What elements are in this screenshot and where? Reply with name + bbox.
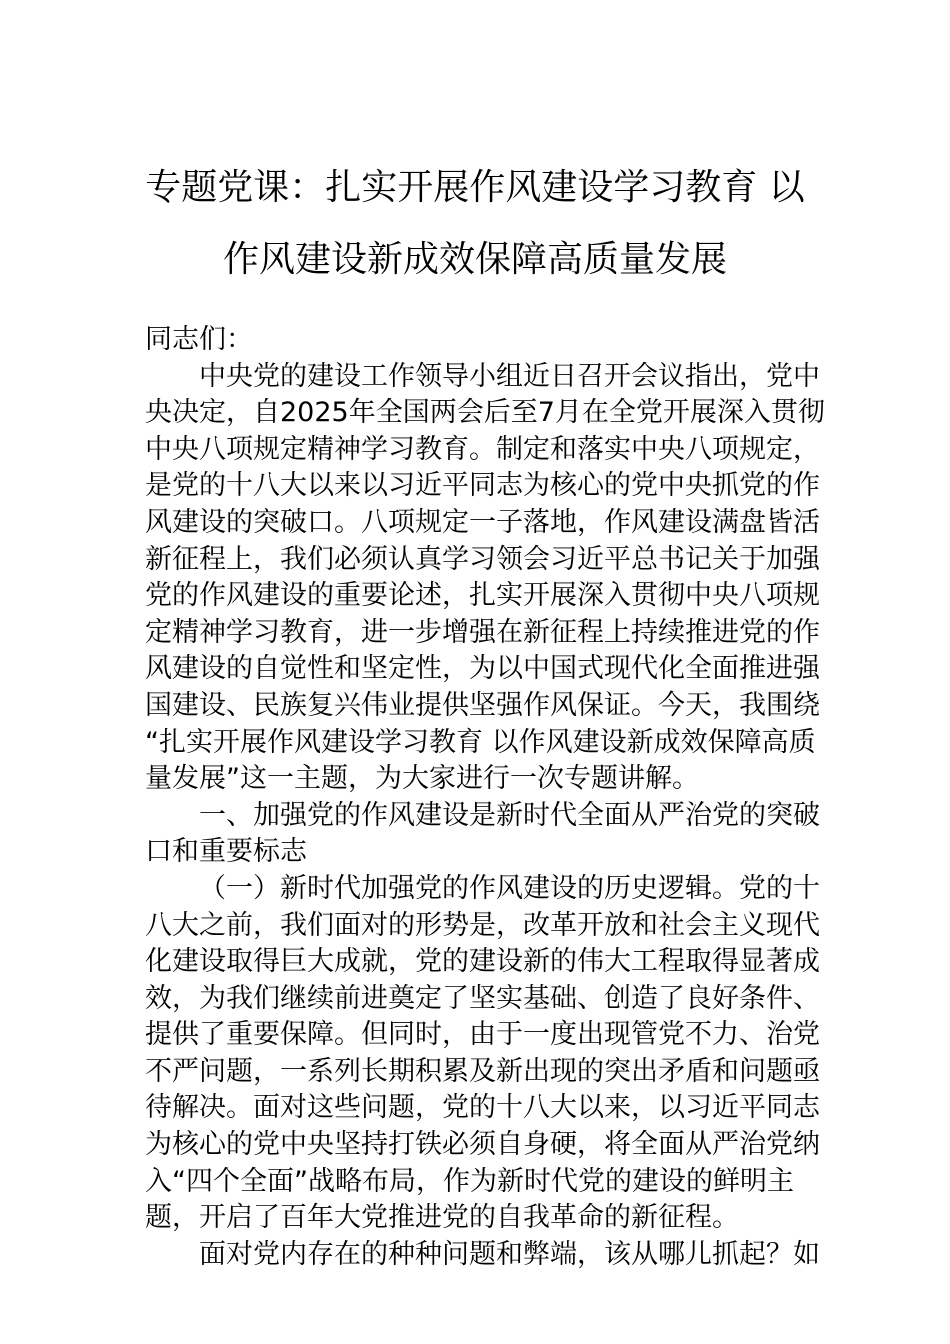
body-line: 中央党的建设工作领导小组近日召开会议指出，党中 [199, 360, 820, 392]
body-line: “扎实开展作风建设学习教育 以作风建设新成效保障高质 [145, 726, 816, 758]
document-title-line-2: 作风建设新成效保障高质量发展 [222, 239, 727, 280]
body-line: 待解决。面对这些问题，党的十八大以来，以习近平同志 [145, 1092, 820, 1124]
section-heading-line: 口和重要标志 [145, 836, 307, 868]
body-line: 风建设的自觉性和坚定性，为以中国式现代化全面推进强 [145, 653, 820, 685]
subsection-heading-line: （一）新时代加强党的作风建设的历史逻辑。党的十 [199, 872, 820, 904]
body-line: 化建设取得巨大成就，党的建设新的伟大工程取得显著成 [145, 946, 820, 978]
body-line: 提供了重要保障。但同时，由于一度出现管党不力、治党 [145, 1019, 820, 1051]
body-line: 新征程上，我们必须认真学习领会习近平总书记关于加强 [145, 543, 820, 575]
body-line: 八大之前，我们面对的形势是，改革开放和社会主义现代 [145, 909, 820, 941]
body-line: 题，开启了百年大党推进党的自我革命的新征程。 [145, 1202, 739, 1234]
document-body [145, 322, 825, 1273]
body-line: 不严问题，一系列长期积累及新出现的突出矛盾和问题亟 [145, 1055, 820, 1087]
body-line: 党的作风建设的重要论述，扎实开展深入贯彻中央八项规 [145, 580, 820, 612]
body-line: 效，为我们继续前进奠定了坚实基础、创造了良好条件、 [145, 982, 820, 1014]
body-line: 央决定，自2025年全国两会后至7月在全党开展深入贯彻 [145, 397, 825, 429]
body-line: 入“四个全面”战略布局，作为新时代党的建设的鲜明主 [145, 1165, 794, 1197]
document-title-line-1: 专题党课：扎实开展作风建设学习教育 以 [145, 167, 805, 208]
body-line: 面对党内存在的种种问题和弊端，该从哪儿抓起？如 [199, 1238, 820, 1270]
body-line: 是党的十八大以来以习近平同志为核心的党中央抓党的作 [145, 470, 820, 502]
section-heading-line: 一、加强党的作风建设是新时代全面从严治党的突破 [199, 799, 820, 831]
salutation: 同志们： [145, 324, 253, 355]
body-line: 定精神学习教育，进一步增强在新征程上持续推进党的作 [145, 616, 820, 648]
body-line: 国建设、民族复兴伟业提供坚强作风保证。今天，我围绕 [145, 689, 820, 721]
body-line: 量发展”这一主题，为大家进行一次专题讲解。 [145, 763, 699, 795]
body-line: 为核心的党中央坚持打铁必须自身硬，将全面从严治党纳 [145, 1129, 820, 1161]
body-line: 风建设的突破口。八项规定一子落地，作风建设满盘皆活 [145, 506, 820, 538]
body-line: 中央八项规定精神学习教育。制定和落实中央八项规定， [145, 433, 820, 465]
